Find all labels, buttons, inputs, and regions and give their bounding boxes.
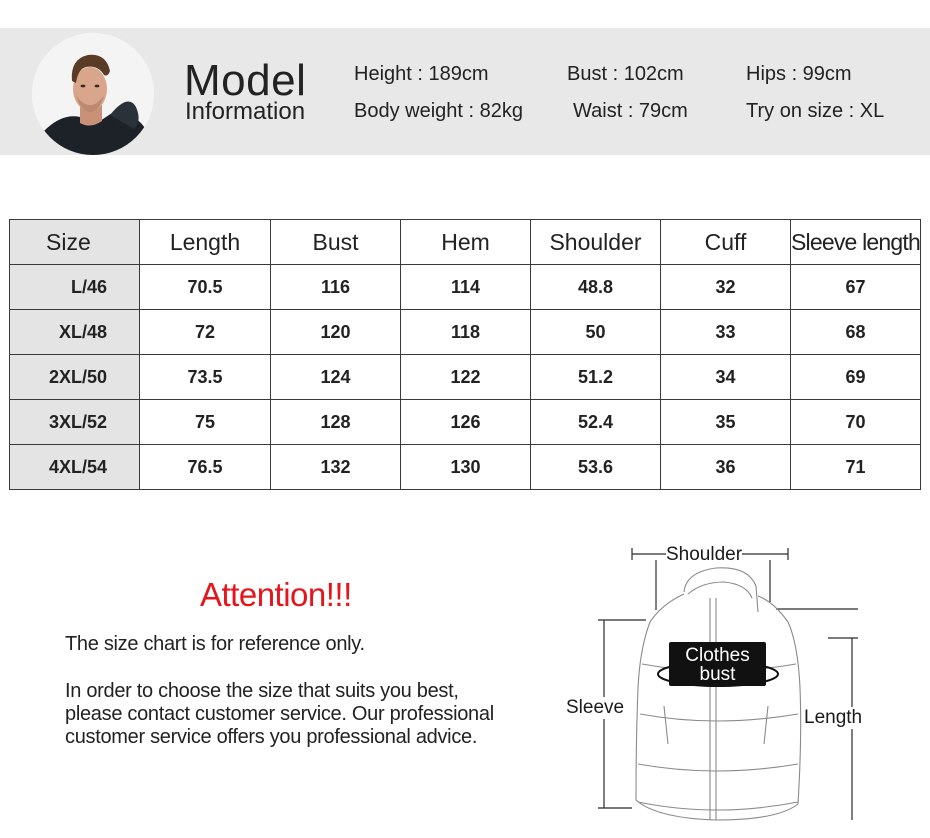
size-cell: XL/48	[10, 310, 140, 355]
shoulder-cell: 48.8	[531, 265, 661, 310]
bust-cell: 116	[271, 265, 401, 310]
shoulder-cell: 53.6	[531, 445, 661, 490]
spec-try-on-size: Try on size : XL	[746, 100, 885, 122]
shoulder-cell: 51.2	[531, 355, 661, 400]
size-cell: 3XL/52	[10, 400, 140, 445]
table-row	[10, 265, 921, 310]
cuff-cell: 36	[661, 445, 791, 490]
bust-label-line-1: Clothes	[685, 645, 750, 666]
header-cuff: Cuff	[661, 220, 791, 265]
header-sleeve-length: Sleeve length	[791, 220, 921, 265]
model-avatar	[32, 33, 154, 155]
model-info-banner	[0, 28, 930, 155]
reference-note: The size chart is for reference only.	[65, 633, 365, 655]
table-row	[10, 310, 921, 355]
model-subtitle: Information	[185, 98, 306, 125]
sleeve-length-cell: 67	[791, 265, 921, 310]
bust-cell: 128	[271, 400, 401, 445]
sleeve-length-cell: 70	[791, 400, 921, 445]
size-cell: 2XL/50	[10, 355, 140, 400]
header-size: Size	[10, 220, 140, 265]
length-cell: 75	[140, 400, 271, 445]
shoulder-cell: 50	[531, 310, 661, 355]
cuff-cell: 33	[661, 310, 791, 355]
header-length: Length	[140, 220, 271, 265]
sleeve-label: Sleeve	[566, 697, 625, 718]
hem-cell: 122	[401, 355, 531, 400]
hem-cell: 118	[401, 310, 531, 355]
bust-cell: 132	[271, 445, 401, 490]
bust-cell: 124	[271, 355, 401, 400]
header-shoulder: Shoulder	[531, 220, 661, 265]
model-title: Model	[184, 56, 307, 105]
sleeve-length-cell: 69	[791, 355, 921, 400]
spec-hips: Hips : 99cm	[746, 63, 852, 85]
hem-cell: 130	[401, 445, 531, 490]
bust-label-line-2: bust	[699, 664, 736, 685]
header-bust: Bust	[271, 220, 401, 265]
spec-waist: Waist : 79cm	[573, 100, 688, 122]
length-label: Length	[804, 707, 863, 728]
size-cell: L/46	[10, 265, 140, 310]
table-row	[10, 445, 921, 490]
spec-bust: Bust : 102cm	[567, 63, 684, 85]
attention-heading: Attention!!!	[200, 576, 352, 613]
size-chart-table	[9, 219, 921, 490]
measurement-diagram	[566, 538, 886, 838]
advice-line-3: customer service offers you professional advice.	[65, 726, 478, 748]
shoulder-cell: 52.4	[531, 400, 661, 445]
table-row	[10, 355, 921, 400]
length-cell: 72	[140, 310, 271, 355]
sleeve-length-cell: 68	[791, 310, 921, 355]
cuff-cell: 34	[661, 355, 791, 400]
advice-line-2: please contact customer service. Our professional	[65, 703, 494, 725]
length-cell: 73.5	[140, 355, 271, 400]
table-header-row	[10, 220, 921, 265]
shoulder-label: Shoulder	[666, 544, 743, 565]
spec-body-weight: Body weight : 82kg	[354, 100, 523, 122]
hem-cell: 126	[401, 400, 531, 445]
length-cell: 76.5	[140, 445, 271, 490]
header-hem: Hem	[401, 220, 531, 265]
cuff-cell: 35	[661, 400, 791, 445]
spec-height: Height : 189cm	[354, 63, 489, 85]
length-cell: 70.5	[140, 265, 271, 310]
clothes-bust-badge	[669, 642, 766, 686]
bust-cell: 120	[271, 310, 401, 355]
table-row	[10, 400, 921, 445]
sleeve-length-cell: 71	[791, 445, 921, 490]
cuff-cell: 32	[661, 265, 791, 310]
size-cell: 4XL/54	[10, 445, 140, 490]
hem-cell: 114	[401, 265, 531, 310]
jacket-sketch-icon	[566, 538, 886, 838]
model-portrait-icon	[32, 33, 154, 155]
advice-line-1: In order to choose the size that suits you best,	[65, 680, 459, 702]
